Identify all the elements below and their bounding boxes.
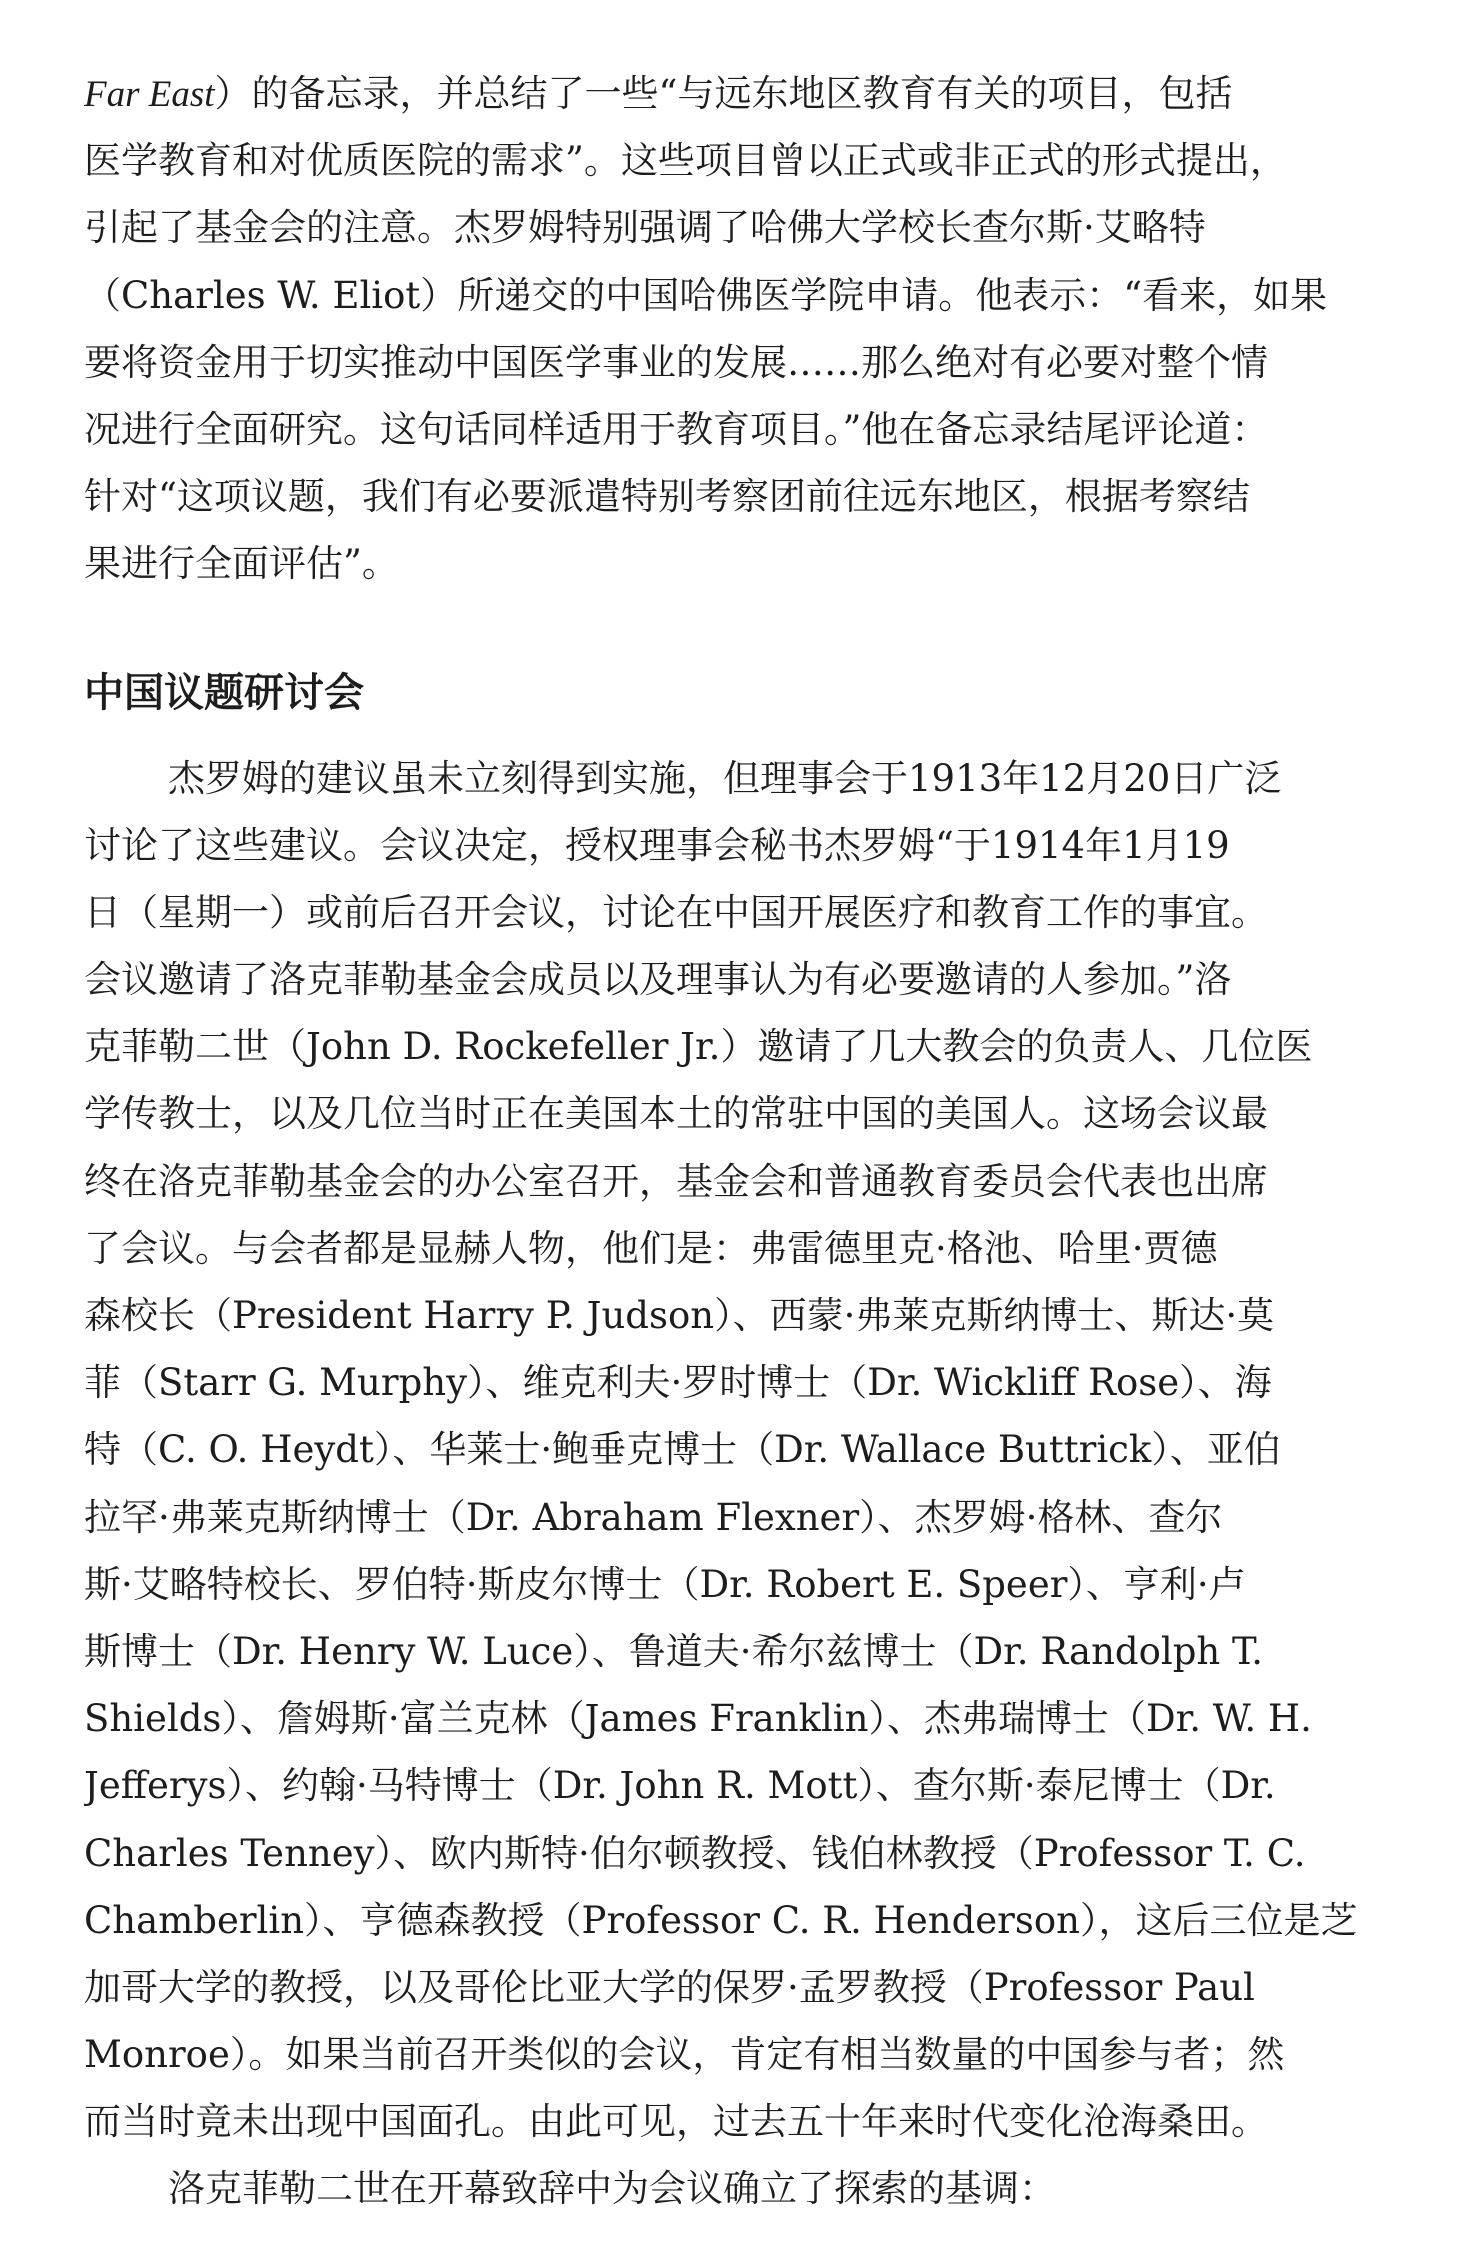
text-line: 拉罕·弗莱克斯纳博士（Dr. Abraham Flexner）、杰罗姆·格林、查尔 <box>84 1495 1223 1539</box>
text-line: 果进行全面评估”。 <box>84 542 399 586</box>
text-line: 针对“这项议题，我们有必要派遣特别考察团前往远东地区，根据考察结 <box>84 475 1250 519</box>
text-line: Jefferys）、约翰·马特博士（Dr. John R. Mott）、查尔斯·泰尼博士（Dr. <box>84 1764 1276 1808</box>
section-heading: 中国议题研讨会 <box>84 669 364 716</box>
text-line: 要将资金用于切实推动中国医学事业的发展……那么绝对有必要对整个情 <box>84 340 1268 384</box>
paragraph-memo <box>84 60 1420 598</box>
text-line: 加哥大学的教授，以及哥伦比亚大学的保罗·孟罗教授（Professor Paul <box>84 1965 1255 2009</box>
text-line: Chamberlin）、亨德森教授（Professor C. R. Henderson），这后三位是芝 <box>84 1898 1358 1942</box>
text-line: 终在洛克菲勒基金会的办公室召开，基金会和普通教育委员会代表也出席 <box>84 1159 1268 1203</box>
text-line: 杰罗姆的建议虽未立刻得到实施，但理事会于1913年12月20日广泛 <box>168 756 1282 800</box>
text-line: 讨论了这些建议。会议决定，授权理事会秘书杰罗姆“于1914年1月19 <box>84 823 1230 867</box>
text-line: 克菲勒二世（John D. Rockefeller Jr.）邀请了几大教会的负责人、几位医 <box>84 1025 1313 1069</box>
text-line: 森校长（President Harry P. Judson）、西蒙·弗莱克斯纳博士、斯达·莫 <box>84 1294 1275 1337</box>
text-line: 而当时竟未出现中国面孔。由此可见，过去五十年来时代变化沧海桑田。 <box>84 2100 1268 2144</box>
text-line: 特（C. O. Heydt）、华莱士·鲍垂克博士（Dr. Wallace Buttrick）、亚伯 <box>84 1428 1281 1472</box>
text-line: 菲（Starr G. Murphy）、维克利夫·罗时博士（Dr. Wickliff Rose）、海 <box>84 1361 1272 1405</box>
text-line: 学传教士，以及几位当时正在美国本土的常驻中国的美国人。这场会议最 <box>84 1092 1268 1136</box>
italic-term: Far East <box>84 74 215 115</box>
text-line: 洛克菲勒二世在开幕致辞中为会议确立了探索的基调： <box>168 2167 1056 2211</box>
paragraph-opening-remarks <box>84 2155 1420 2222</box>
text-line: Monroe）。如果当前召开类似的会议，肯定有相当数量的中国参与者；然 <box>84 2033 1285 2077</box>
paragraph-conference <box>84 745 1420 2156</box>
text-line: （Charles W. Eliot）所递交的中国哈佛医学院申请。他表示：“看来，如果 <box>84 273 1328 317</box>
text-line: Charles Tenney）、欧内斯特·伯尔顿教授、钱伯林教授（Professor T. C. <box>84 1831 1306 1875</box>
text-line: 况进行全面研究。这句话同样适用于教育项目。”他在备忘录结尾评论道： <box>84 407 1269 451</box>
text-line: Far East）的备忘录，并总结了一些“与远东地区教育有关的项目，包括 <box>84 72 1233 115</box>
text-line: 了会议。与会者都是显赫人物，他们是：弗雷德里克·格池、哈里·贾德 <box>84 1226 1218 1270</box>
text-line: 引起了基金会的注意。杰罗姆特别强调了哈佛大学校长查尔斯·艾略特 <box>84 206 1206 250</box>
text-line: 会议邀请了洛克菲勒基金会成员以及理事认为有必要邀请的人参加。”洛 <box>84 958 1232 1002</box>
text-line: 医学教育和对优质医院的需求”。这些项目曾以正式或非正式的形式提出， <box>84 139 1287 183</box>
text-line: Shields）、詹姆斯·富兰克林（James Franklin）、杰弗瑞博士（Dr. W. H. <box>84 1697 1312 1741</box>
text-line: 日（星期一）或前后召开会议，讨论在中国开展医疗和教育工作的事宜。 <box>84 890 1268 934</box>
text-line: 斯·艾略特校长、罗伯特·斯皮尔博士（Dr. Robert E. Speer）、亨利·卢 <box>84 1562 1246 1606</box>
text-line: 斯博士（Dr. Henry W. Luce）、鲁道夫·希尔兹博士（Dr. Randolph T. <box>84 1629 1263 1673</box>
